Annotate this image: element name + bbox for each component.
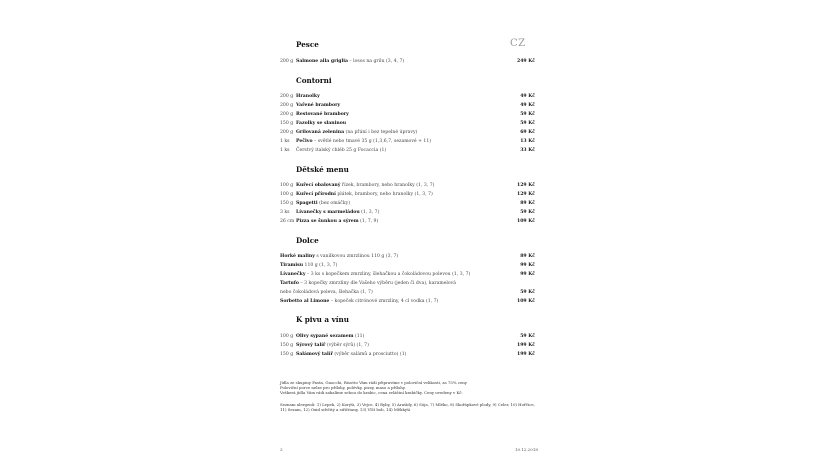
item-price: 69 Kč xyxy=(520,130,535,135)
menu-item xyxy=(280,217,535,227)
item-description: (11) xyxy=(353,334,365,339)
item-name: Salámový talíř xyxy=(296,352,333,357)
item-name: Kuřecí přírodní xyxy=(296,192,336,197)
allergen-list: Seznam alergenů: 1) Lepek, 2) Korýši, 3) Vejce, 4) Ryby, 5) Arašídy, 6) Sója, 7) Mléko, 8) Skořápkové plody, 9) Celer, 10) Hořčice, xyxy=(280,402,535,407)
item-name: Lívanečky s marmeládou xyxy=(296,210,360,215)
item-name: Lívanečky xyxy=(280,272,306,277)
item-description: řízek, brambory, nebo hranolky (1, 3, 7) xyxy=(340,183,435,188)
item-price: 199 Kč xyxy=(517,352,535,357)
item-description: – 3 kopečky zmrzliny dle Vašeho výběru (jeden či dva), karamelová xyxy=(298,281,457,286)
item-quantity: 150 g xyxy=(280,121,294,126)
item-price: 49 Kč xyxy=(520,94,535,99)
item-quantity: 1 ks xyxy=(280,139,290,144)
item-quantity: 200 g xyxy=(280,112,294,117)
item-quantity: 150 g xyxy=(280,201,294,206)
item-name: Restované brambory xyxy=(296,112,349,117)
item-quantity: 200 g xyxy=(280,94,294,99)
item-description: (1, 3, 7) xyxy=(359,210,380,215)
item-quantity: 100 g xyxy=(280,192,294,197)
item-price: 13 Kč xyxy=(520,139,535,144)
document-date: 10.12.2018 xyxy=(515,447,538,452)
item-name: Spagetti xyxy=(296,201,318,206)
item-description: (na přání i bez tepelné úpravy) xyxy=(344,130,418,135)
item-price: 249 Kč xyxy=(517,59,535,64)
item-price: 129 Kč xyxy=(517,192,535,197)
item-name: Pizza se šunkou a sýrem xyxy=(296,219,359,224)
item-description: nebo čokoládová poleva, šlehačka (1, 7) xyxy=(280,290,373,295)
item-name: Tartufo xyxy=(280,281,299,286)
item-name: Sorbetto al Limone xyxy=(280,299,330,304)
footnote-portion-limits: Poloviční porce nelze pro přílohy, polévky, pizzy, maso a přílohy. xyxy=(280,385,406,390)
item-name: Salmone alla griglia xyxy=(296,59,348,64)
item-description: – 3 ks s kopečkem zmrzliny, šlehačkou a čokoládovou polevou (1, 3, 7) xyxy=(305,272,471,277)
item-price: 59 Kč xyxy=(520,210,535,215)
item-description: (1, 7, 9) xyxy=(358,219,379,224)
item-description: – losos na grilu (3, 4, 7) xyxy=(347,59,405,64)
language-label: CZ xyxy=(510,38,526,49)
item-quantity: 26 cm xyxy=(280,219,295,224)
item-name: Tiramisu xyxy=(280,263,304,268)
item-price: 129 Kč xyxy=(517,183,535,188)
item-price: 109 Kč xyxy=(517,299,535,304)
item-name: Fazolky se slaninou xyxy=(296,121,347,126)
item-price: 59 Kč xyxy=(520,112,535,117)
item-quantity: 150 g xyxy=(280,343,294,348)
menu-item xyxy=(280,350,535,360)
footnote-half-portion: Jídla ze skupiny Pasta, Gnocchi, Risotto Vám rádi připravíme v poloviční velikosti, za 75% ceny xyxy=(280,380,467,385)
item-quantity: 200 g xyxy=(280,130,294,135)
menu-item xyxy=(280,57,535,67)
item-name: Vařené brambory xyxy=(296,103,341,108)
item-price: 59 Kč xyxy=(520,334,535,339)
item-description: – kopeček citrónové zmrzliny, 4 cl vodka (1, 7) xyxy=(329,299,439,304)
item-description: (výběr sýrů) (1, 7) xyxy=(325,343,369,348)
item-quantity: 200 g xyxy=(280,59,294,64)
item-price: 99 Kč xyxy=(520,272,535,277)
section-title-beer-wine: K pivu a vínu xyxy=(296,315,349,324)
item-description: s vanilkovou zmrzlinou 110 g (3, 7) xyxy=(314,254,399,259)
item-description: Čerstvý italský chléb 25 g Focaccia (1) xyxy=(296,148,387,153)
item-price: 99 Kč xyxy=(520,263,535,268)
section-title-dolce: Dolce xyxy=(296,236,319,245)
section-title-kids-menu: Dětské menu xyxy=(296,165,349,174)
section-title-contorni: Contorni xyxy=(296,76,332,85)
section-title-pesce: Pesce xyxy=(296,40,319,49)
item-name: Olivy sypané sezamem xyxy=(296,334,354,339)
item-description: (bez omáčky) xyxy=(317,201,351,206)
menu-item xyxy=(280,297,535,307)
item-name: Horké maliny xyxy=(280,254,315,259)
item-price: 49 Kč xyxy=(520,103,535,108)
item-price: 89 Kč xyxy=(520,254,535,259)
item-name: Pečivo xyxy=(296,139,313,144)
item-name: Sýrový talíř xyxy=(296,343,326,348)
item-price: 89 Kč xyxy=(520,201,535,206)
item-name: Kuřecí obalovaný xyxy=(296,183,341,188)
item-description: plátek, brambory, nebo hranolky (1, 3, 7) xyxy=(335,192,433,197)
item-price: 59 Kč xyxy=(520,121,535,126)
item-quantity: 1 ks xyxy=(280,148,290,153)
item-quantity: 150 g xyxy=(280,352,294,357)
footnote-takeaway: Veškerá jídla Vám rádi zabalíme sebou do krabic, cena zvláštní krabičky. Ceny uvedeny v Kč. xyxy=(280,390,463,395)
item-quantity: 100 g xyxy=(280,334,294,339)
menu-item xyxy=(280,146,535,156)
item-price: 59 Kč xyxy=(520,290,535,295)
item-quantity: 3 ks xyxy=(280,210,290,215)
item-name: Hranolky xyxy=(296,94,320,99)
item-quantity: 100 g xyxy=(280,183,294,188)
item-quantity: 200 g xyxy=(280,103,294,108)
item-name: Grilovaná zelenina xyxy=(296,130,345,135)
allergen-list-continued: 11) Sezam, 12) Oxid siřičitý a siřičitany, 13) Vlčí bob, 14) Měkkýši xyxy=(280,407,411,412)
item-description: 110 g (1, 3, 7) xyxy=(303,263,338,268)
item-description: – světlé nebo tmavé 35 g (1,3,6,7, sezamové + 11) xyxy=(312,139,432,144)
item-price: 199 Kč xyxy=(517,343,535,348)
item-price: 109 Kč xyxy=(517,219,535,224)
page-number: 3 xyxy=(280,447,283,452)
item-price: 33 Kč xyxy=(520,148,535,153)
item-description: (výběr salámů a prosciutto) (1) xyxy=(332,352,407,357)
